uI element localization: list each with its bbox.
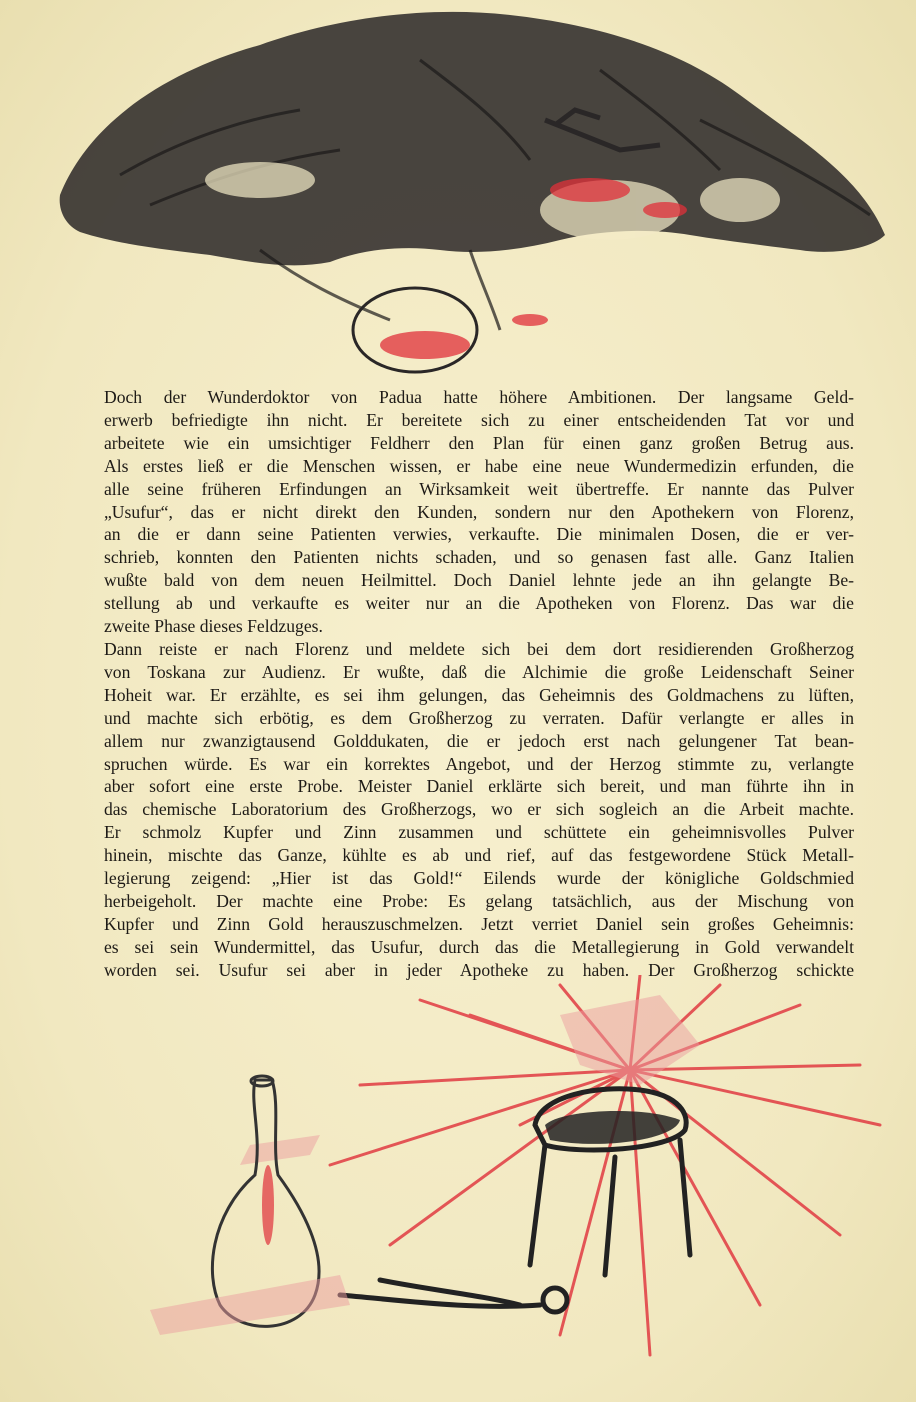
text-line: an die er dann seine Patienten verwies, verkaufte. Die minimalen Dosen, die er ver-: [104, 524, 854, 545]
text-line: und machte sich erbötig, es dem Großherzog zu verraten. Dafür verlangte er alles in: [104, 707, 854, 728]
text-line: das chemische Laboratorium des Großherzogs, wo er sich sogleich an die Arbeit machte.: [104, 799, 854, 820]
text-line: allem nur zwanzigtausend Golddukaten, die er jedoch erst nach gelungener Tat bean-: [104, 730, 854, 751]
text-line: zweite Phase dieses Feldzuges.: [104, 616, 323, 637]
text-line: stellung ab und verkaufte es weiter nur an die Apotheken von Florenz. Das war die: [104, 593, 854, 614]
text-line: Dann reiste er nach Florenz und meldete sich bei dem dort residierenden Großherzog: [104, 638, 854, 659]
paragraph-1: [104, 386, 854, 638]
text-line: hinein, mischte das Ganze, kühlte es ab und rief, auf das festgewordene Stück Metall-: [104, 845, 854, 866]
text-line: arbeitete wie ein umsichtiger Feldherr den Plan für einen ganz großen Betrug aus.: [104, 432, 854, 453]
body-text: [104, 386, 854, 982]
text-line: spruchen würde. Es war ein korrektes Angebot, und der Herzog stimmte zu, verlangte: [104, 753, 854, 774]
text-line: Doch der Wunderdoktor von Padua hatte höhere Ambitionen. Der langsame Geld-: [104, 387, 854, 407]
text-line: Er schmolz Kupfer und Zinn zusammen und schüttete ein geheimnisvolles Pulver: [104, 822, 854, 843]
alchemist-illustration: [0, 0, 916, 385]
text-line: Kupfer und Zinn Gold herauszuschmelzen. Jetzt verriet Daniel sein großes Geheimnis:: [104, 913, 854, 934]
text-line: worden sei. Usufur sei aber in jeder Apotheke zu haben. Der Großherzog schickte: [104, 959, 854, 980]
text-line: aber sofort eine erste Probe. Meister Daniel erklärte sich bereit, und man führte ihn in: [104, 776, 854, 797]
laboratory-illustration: [0, 975, 916, 1402]
text-line: von Toskana zur Audienz. Er wußte, daß die Alchimie die große Leidenschaft Seiner: [104, 661, 854, 682]
text-line: Als erstes ließ er die Menschen wissen, er habe eine neue Wundermedizin erfunden, die: [104, 455, 854, 476]
text-line: wußte bald von dem neuen Heilmittel. Doch Daniel lehnte jede an ihn gelangte Be-: [104, 570, 854, 591]
text-line: herbeigeholt. Der machte eine Probe: Es gelang tatsächlich, aus der Mischung von: [104, 890, 854, 911]
text-line: erwerb befriedigte ihn nicht. Er bereitete sich zu einer entscheidenden Tat vor und: [104, 409, 854, 430]
text-line: es sei sein Wundermittel, das Usufur, durch das die Metallegierung in Gold verwandelt: [104, 936, 854, 957]
text-line: schrieb, konnten den Patienten nichts schaden, und so genasen fast alle. Ganz Italien: [104, 547, 854, 568]
text-line: Hoheit war. Er erzählte, es sei ihm gelungen, das Geheimnis des Goldmachens zu lüften,: [104, 684, 854, 705]
paragraph-2: [104, 638, 854, 982]
text-line: alle seine früheren Erfindungen an Wirksamkeit weit übertreffe. Er nannte das Pulver: [104, 478, 854, 499]
text-line: „Usufur“, das er nicht direkt den Kunden, sondern nur den Apothekern von Florenz,: [104, 501, 854, 522]
text-line: legierung zeigend: „Hier ist das Gold!“ Eilends wurde der königliche Goldschmied: [104, 868, 854, 889]
